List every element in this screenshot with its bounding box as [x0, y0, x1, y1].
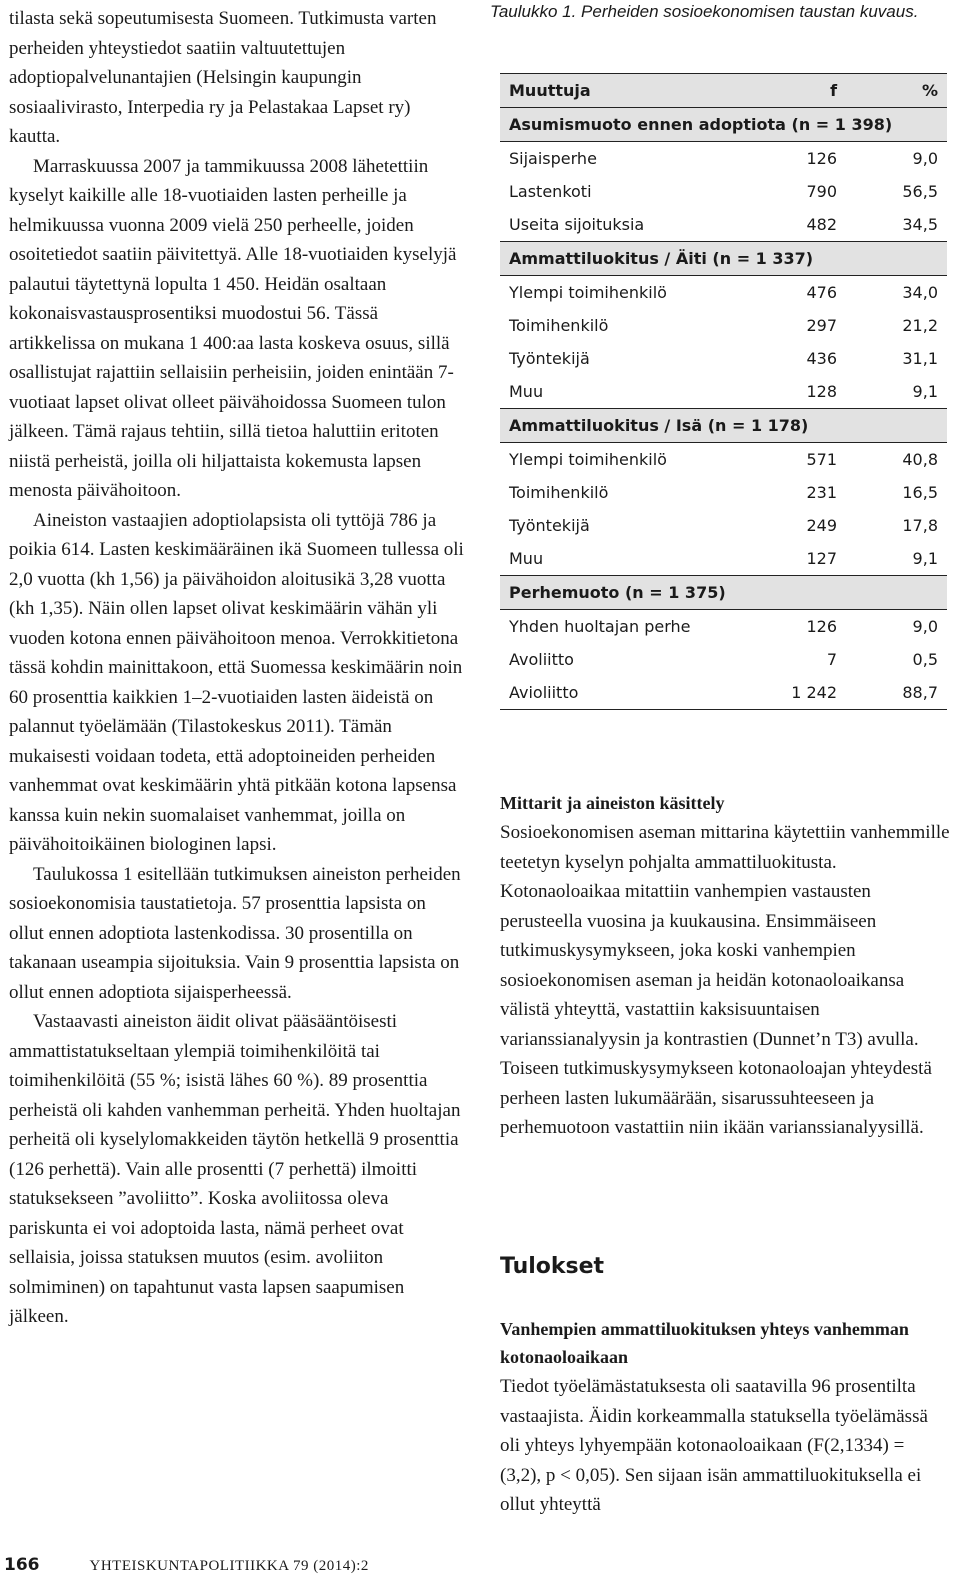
table-cell: 297	[806, 316, 838, 335]
table-cell: Muu	[509, 549, 544, 568]
table-cell: 31,1	[902, 349, 938, 368]
table-cell: 9,0	[912, 617, 938, 636]
table-cell: 571	[806, 450, 838, 469]
table-cell: Sijaisperhe	[509, 149, 597, 168]
table-row	[500, 643, 947, 676]
section-title: Ammattiluokitus / Isä (n = 1 178)	[500, 409, 947, 443]
table-cell: Useita sijoituksia	[509, 215, 645, 234]
table-row	[500, 175, 947, 208]
table-cell: 9,0	[912, 149, 938, 168]
table-row	[500, 276, 947, 310]
section-title: Asumismuoto ennen adoptiota (n = 1 398)	[500, 108, 947, 142]
paragraph: Taulukossa 1 esitellään tutkimuksen aineiston perheiden sosioekonomisia taustatietoja. 57 prosenttia lapsista on ollut ennen adoptiota lastenkodissa. 30 prosentilla on takanaan useampia sijoituksia. Vain 9 prosenttia lapsista on ollut ennen adoptiota sijaisperheessä.	[9, 863, 461, 1003]
table-row	[500, 342, 947, 375]
table-cell: 128	[806, 382, 838, 401]
table-cell: 790	[806, 182, 838, 201]
table-cell: Lastenkoti	[509, 182, 592, 201]
table-cell: 9,1	[912, 549, 938, 568]
table-cell: 231	[806, 483, 838, 502]
table-cell: 126	[806, 149, 838, 168]
table-cell: 88,7	[902, 683, 938, 702]
table-cell: 34,0	[902, 283, 938, 302]
table-cell: 0,5	[912, 650, 938, 669]
table-row	[500, 542, 947, 576]
table-cell: 34,5	[902, 215, 938, 234]
table-cell: 9,1	[912, 382, 938, 401]
table-cell: 21,2	[902, 316, 938, 335]
table-cell: 126	[806, 617, 838, 636]
table-cell: 249	[806, 516, 838, 535]
table-cell: Muu	[509, 382, 544, 401]
section-title: Perhemuoto (n = 1 375)	[500, 576, 947, 610]
table-cell: Ylempi toimihenkilö	[509, 283, 667, 302]
table-cell: 56,5	[902, 182, 938, 201]
table-cell: Ylempi toimihenkilö	[509, 450, 667, 469]
paragraph: Tiedot työelämästatuksesta oli saatavilla 96 prosentilta vastaajista. Äidin korkeammalla statuksella työelämässä oli yhteys lyhyempään kotonaoloaikaan (F(2,1334) = (3,2), p < 0,05). Sen sijaan isän ammattiluokituksella ei ollut yhteyttä	[500, 1376, 928, 1515]
paragraph: Aineiston vastaajien adoptiolapsista oli tyttöjä 786 ja poikia 614. Lasten keskimääräinen ikä Suomeen tullessa oli 2,0 vuotta (kh 1,56) ja päivähoidon aloitusikä 3,28 vuotta (kh 1,35). Näin ollen lapset olivat keskimäärin vähän yli vuoden kotona ennen päivähoitoon menoa. Verrokkitietona tässä kohdin mainittakoon, että Suomessa keskimäärin noin 60 prosenttia kaikkien 1–2-vuotiaiden lasten äideistä on palannut työelämään (Tilastokeskus 2011). Tämän mukaisesti voidaan todeta, että adoptoineiden perheiden vanhemmat ovat keskimäärin yhtä pitkään kotona lapsensa kanssa kuin nekin suomalaiset vanhemmat, joilla on päivähoitoikäinen biologinen lapsi.	[9, 509, 464, 855]
table-row	[500, 443, 947, 477]
table-row	[500, 509, 947, 542]
table-cell: Toimihenkilö	[509, 483, 609, 502]
table-cell: 7	[826, 650, 838, 669]
table-cell: 127	[806, 549, 838, 568]
table-cell: 436	[806, 349, 838, 368]
paragraph: Vastaavasti aineiston äidit olivat pääsääntöisesti ammattistatukseltaan ylempiä toimihenkilöitä tai toimihenkilöitä (55 %; isistä lähes 60 %). 89 prosenttia perheistä oli kahden vanhemman perheitä. Yhden huoltajan perheitä oli kyselylomakkeiden täytön hetkellä 9 prosenttia (126 perhettä). Vain alle prosentti (7 perhettä) ilmoitti statuksekseen ”avoliitto”. Koska avoliitossa oleva pariskunta ei voi adoptoida lasta, nämä perheet ovat sellaisia, joissa statuksen muutos (esim. avoliiton solmiminen) on tapahtunut vasta lapsen saapumisen jälkeen.	[9, 1011, 461, 1327]
table-cell: Avoliitto	[509, 650, 574, 669]
right-column	[490, 0, 950, 1515]
table-section-row	[500, 108, 947, 142]
table-header-row	[500, 74, 947, 108]
table-cell: Toimihenkilö	[509, 316, 609, 335]
table-cell: Avioliitto	[509, 683, 579, 702]
table-row	[500, 309, 947, 342]
table-section-row	[500, 409, 947, 443]
table-section-row	[500, 242, 947, 276]
socioeconomic-table	[500, 73, 947, 710]
table-row	[500, 375, 947, 409]
journal-name: YHTEISKUNTAPOLITIIKKA 79 (2014):2	[89, 1558, 369, 1574]
table-cell: Työntekijä	[509, 349, 590, 368]
column-header: %	[846, 74, 947, 108]
table-cell: 17,8	[902, 516, 938, 535]
table-cell: 476	[806, 283, 838, 302]
column-header: f	[755, 74, 846, 108]
section-heading: Vanhempien ammattiluokituksen yhteys vanhemman kotonaoloaikaan	[500, 1319, 909, 1367]
left-column	[9, 4, 465, 1332]
table-cell: 482	[806, 215, 838, 234]
table-cell: 1 242	[791, 683, 838, 702]
table-row	[500, 476, 947, 509]
table-cell: Työntekijä	[509, 516, 590, 535]
table-section-row	[500, 576, 947, 610]
page-footer	[4, 1555, 369, 1579]
results-heading: Tulokset	[500, 1254, 605, 1279]
section-heading: Mittarit ja aineiston käsittely	[500, 793, 725, 813]
table-caption: Taulukko 1. Perheiden sosioekonomisen taustan kuvaus.	[490, 2, 919, 21]
paragraph: tilasta sekä sopeutumisesta Suomeen. Tutkimusta varten perheiden yhteystiedot saatiin valtuutettujen adoptiopalvelunantajien (Helsingin kaupungin sosiaalivirasto, Interpedia ry ja Pelastakaa Lapset ry) kautta.	[9, 8, 437, 147]
column-header: Muuttuja	[500, 74, 755, 108]
page-number: 166	[4, 1555, 40, 1575]
paragraph: Marraskuussa 2007 ja tammikuussa 2008 lähetettiin kyselyt kaikille alle 18-vuotiaiden lasten perheille ja helmikuussa vuonna 2009 vielä 250 perheelle, joiden osoitetiedot saatiin päivitettyä. Alle 18-vuotiaiden kyselyjä palautui täytettynä lopulta 1 450. Heidän osaltaan kokonaisvastausprosentiksi muodostui 56. Tässä artikkelissa on mukana 1 400:aa lasta koskeva osuus, sillä osallistujat rajattiin sellaisiin perheisiin, joiden enintään 7-vuotiaat lapset olivat olleet päivähoidossa Suomeen tulon jälkeen. Tämä rajaus tehtiin, sillä tietoa haluttiin eritoten niistä perheistä, joilla oli hiljattaista kokemusta lapsen menosta päivähoitoon.	[9, 155, 457, 501]
table-row	[500, 676, 947, 710]
table-cell: 40,8	[902, 450, 938, 469]
table-row	[500, 142, 947, 176]
table-cell: Yhden huoltajan perhe	[509, 617, 691, 636]
table-row	[500, 208, 947, 242]
table-row	[500, 610, 947, 644]
paragraph: Sosioekonomisen aseman mittarina käytettiin vanhemmille teetetyn kyselyn pohjalta ammattiluokitusta. Kotonaoloaikaa mitattiin vanhempien vastausten perusteella vuosina ja kuukausina. Ensimmäiseen tutkimuskysymykseen, joka koski vanhempien sosioekonomisen aseman ja heidän kotonaoloaikansa välistä yhteyttä, vastattiin kaksisuuntaisen varianssianalyysin ja kontrastien (Dunnet’n T3) avulla. Toiseen tutkimuskysymykseen kotonaoloajan yhteydestä perheen lasten lukumäärään, sisarussuhteeseen ja perhemuotoon vastattiin niin ikään varianssianalyysillä.	[500, 822, 950, 1138]
section-title: Ammattiluokitus / Äiti (n = 1 337)	[500, 242, 947, 276]
table-cell: 16,5	[902, 483, 938, 502]
